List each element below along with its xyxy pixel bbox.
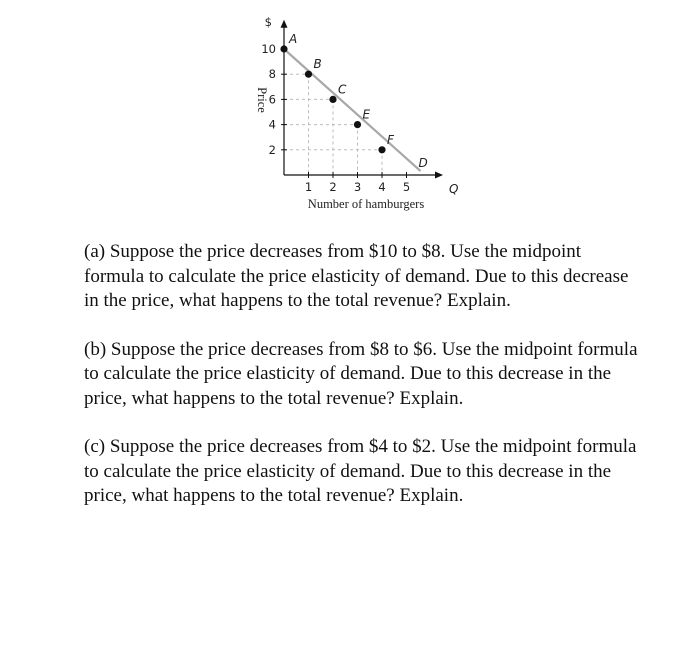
question-a: (a) Suppose the price decreases from $10 to $8. Use the midpoint formula to calculate the price elasticity of demand. Due to this decrease in the price, what happens to the total revenue? Explain.	[84, 241, 629, 311]
x-axis-title: Number of hamburgers	[307, 197, 425, 211]
demand-chart	[0, 0, 700, 230]
x-tick-label: 5	[402, 180, 411, 194]
point-label-F: F	[387, 132, 394, 147]
point-label-E: E	[362, 107, 371, 122]
point-E	[354, 121, 361, 128]
y-tick-label: 2	[268, 142, 276, 157]
point-B	[305, 71, 312, 78]
curve-label: D	[418, 156, 428, 170]
y-tick-label: 6	[268, 92, 276, 107]
demand-curve	[284, 49, 421, 171]
y-axis-title: Price	[255, 87, 269, 113]
point-F	[378, 146, 385, 153]
x-tick-label: 4	[378, 180, 386, 194]
x-tick-label: 2	[329, 180, 337, 194]
point-label-C: C	[338, 82, 347, 97]
question-b: (b) Suppose the price decreases from $8 to $6. Use the midpoint formula to calculate the price elasticity of demand. Due to this decrease in the price, what happens to the total revenue? Explain.	[84, 338, 638, 409]
question-list	[84, 240, 644, 533]
x-axis-end-label: Q	[449, 182, 459, 196]
point-C	[329, 96, 336, 103]
point-A	[280, 45, 287, 52]
x-axis-arrow	[435, 172, 443, 179]
x-tick-label: 3	[353, 180, 362, 194]
y-tick-label: 8	[268, 67, 276, 82]
y-axis-arrow	[281, 20, 288, 28]
y-axis-end-label: $	[264, 14, 272, 29]
y-tick-label: 10	[261, 42, 276, 56]
point-label-A: A	[289, 32, 298, 46]
point-label-B: B	[313, 57, 322, 72]
question-c: (c) Suppose the price decreases from $4 to $2. Use the midpoint formula to calculate the price elasticity of demand. Due to this decrease in the price, what happens to the total revenue? Explain.	[84, 436, 637, 506]
x-tick-label: 1	[304, 180, 313, 194]
y-tick-label: 4	[268, 117, 276, 132]
